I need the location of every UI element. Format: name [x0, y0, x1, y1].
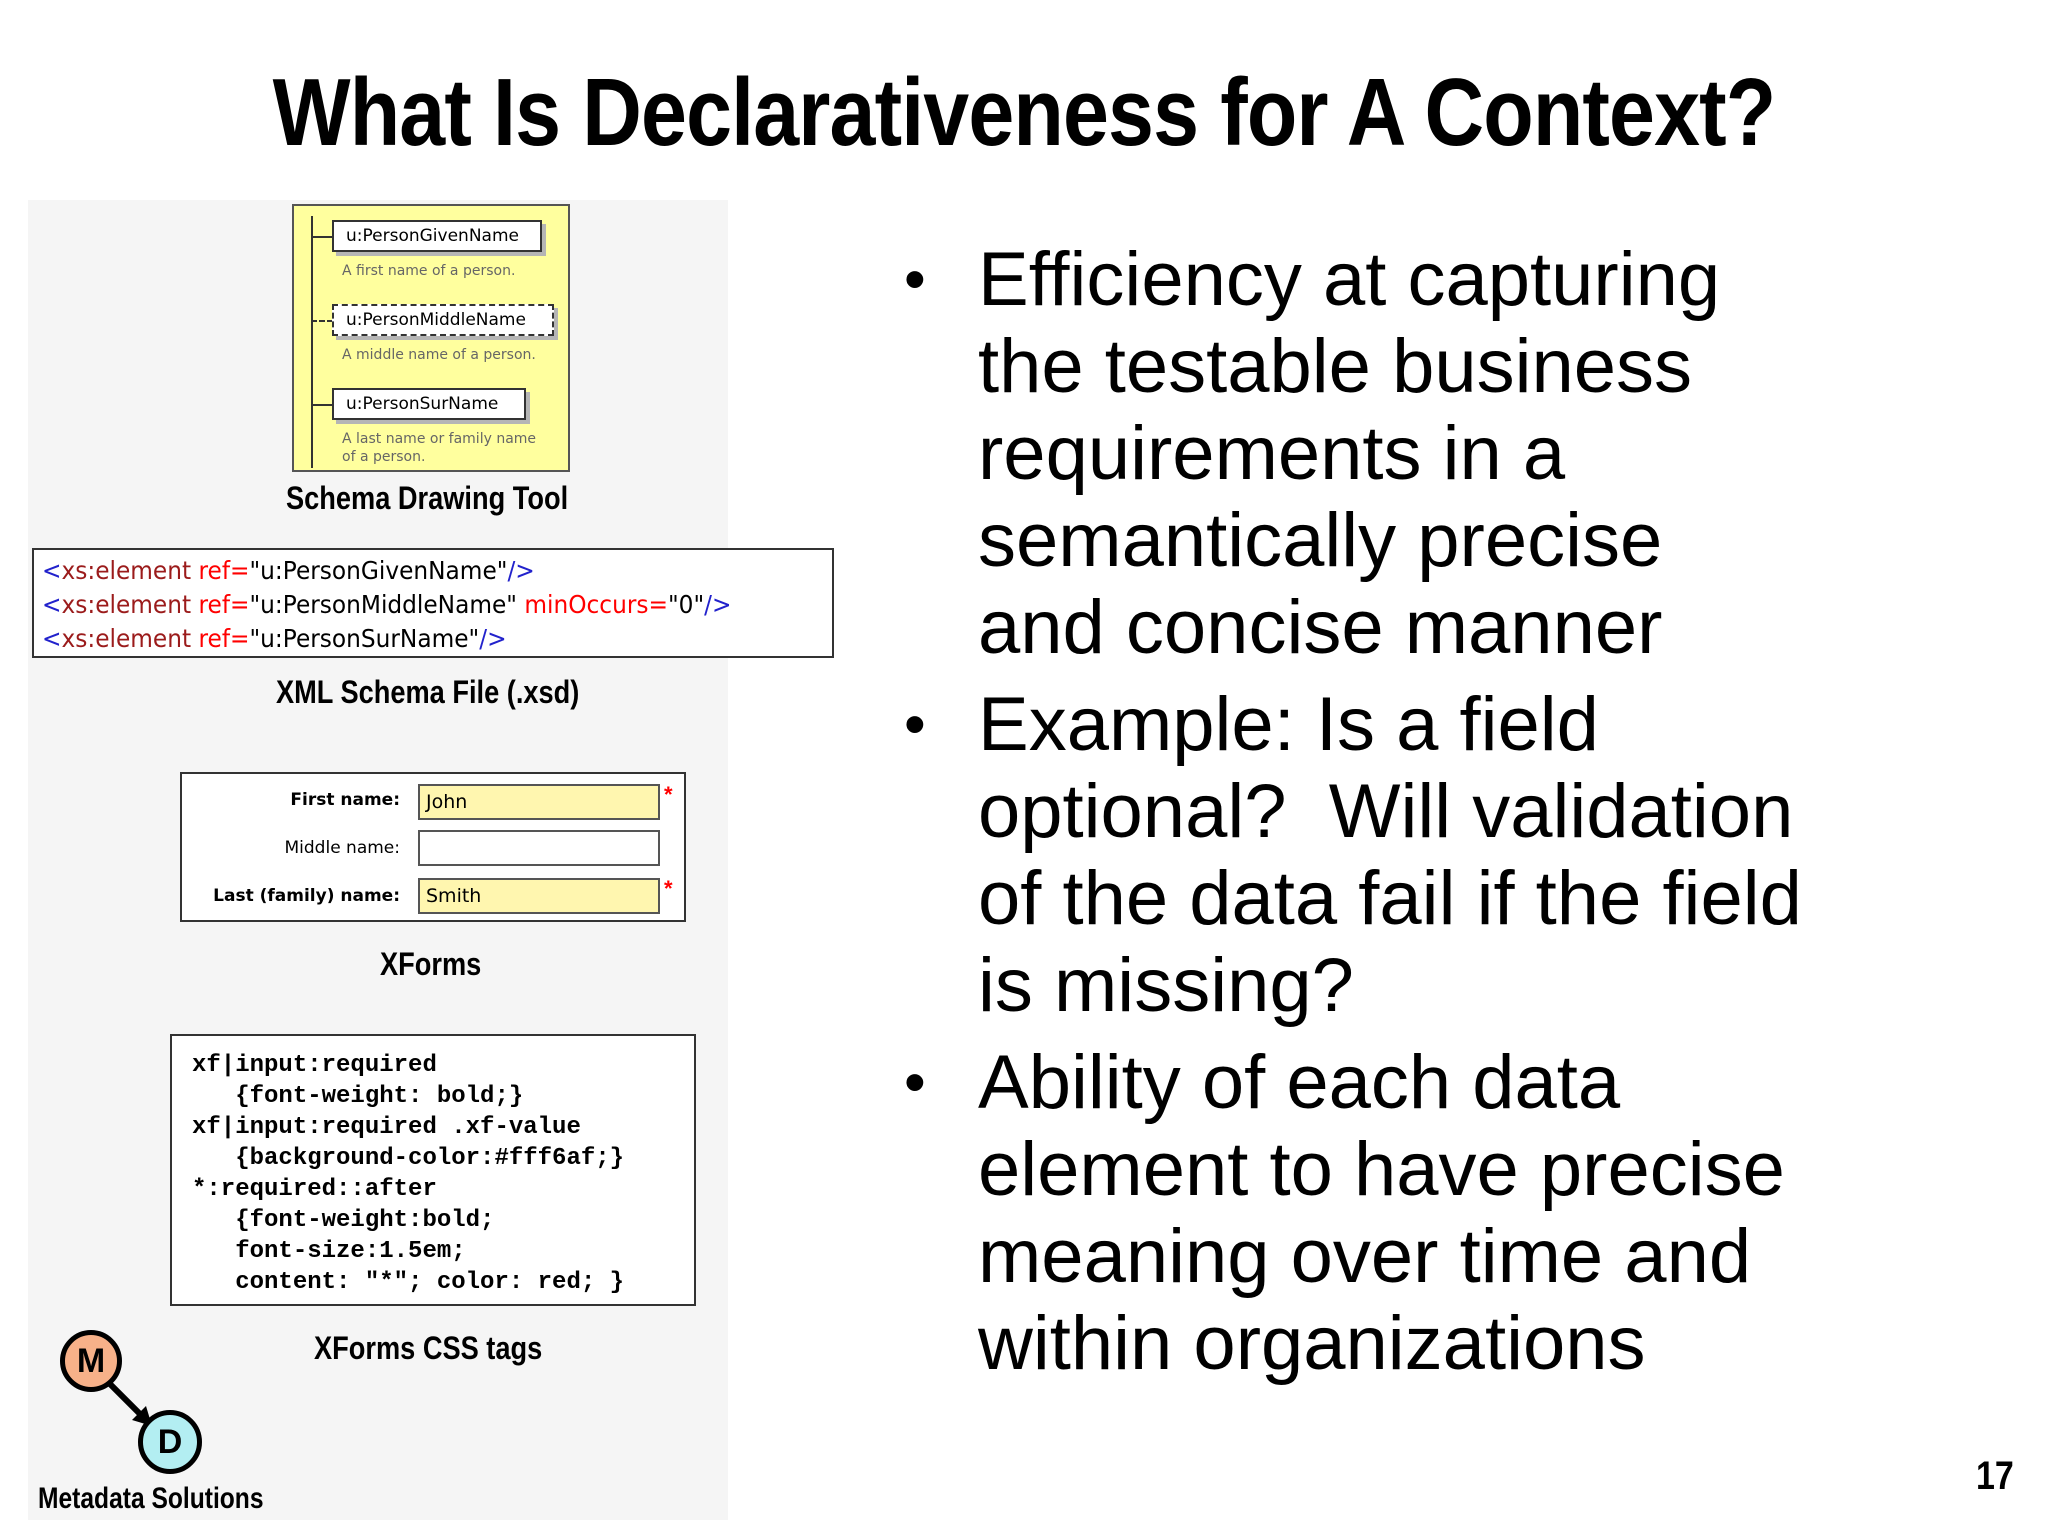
company-name: Metadata Solutions — [38, 1482, 264, 1515]
bullet-line: meaning over time and — [978, 1214, 1752, 1299]
page-number: 17 — [1976, 1454, 2014, 1498]
bullet-line: of the data fail if the field — [978, 856, 1802, 941]
schema-element-surname: u:PersonSurName — [332, 388, 526, 420]
bullet-line: optional? Will validation — [978, 769, 1794, 854]
schema-element-given-name: u:PersonGivenName — [332, 220, 542, 252]
xml-line: <xs:element ref="u:PersonGivenName"/> — [42, 556, 535, 585]
schema-element-desc-continued: of a person. — [342, 449, 426, 465]
bullet-line: and concise manner — [978, 585, 1663, 670]
css-line: content: "*"; color: red; } — [192, 1269, 625, 1296]
bullet-line: Ability of each data — [978, 1040, 1621, 1125]
bullet-symbol: • — [904, 1048, 926, 1117]
logo-d-icon: D — [138, 1410, 202, 1474]
css-line: font-size:1.5em; — [192, 1238, 466, 1265]
last-name-label: Last (family) name: — [213, 886, 400, 906]
xforms-caption: XForms — [380, 946, 482, 982]
schema-element-desc: A first name of a person. — [342, 263, 516, 279]
xml-line: <xs:element ref="u:PersonSurName"/> — [42, 624, 507, 653]
bullet-line: is missing? — [978, 943, 1354, 1028]
first-name-label: First name: — [290, 790, 400, 810]
schema-element-desc: A last name or family name — [342, 431, 537, 447]
required-marker: * — [664, 782, 673, 807]
bullet-symbol: • — [904, 690, 926, 759]
bullet-symbol: • — [904, 245, 926, 314]
css-line: {font-weight: bold;} — [192, 1083, 524, 1110]
logo-m-icon: M — [60, 1330, 122, 1392]
schema-element-desc: A middle name of a person. — [342, 347, 536, 363]
first-name-input[interactable]: John — [418, 784, 660, 820]
schema-element-middle-name: u:PersonMiddleName — [332, 304, 554, 336]
bullet-line: element to have precise — [978, 1127, 1785, 1212]
schema-tool-caption: Schema Drawing Tool — [286, 480, 569, 516]
bullet-line: Example: Is a field — [978, 682, 1599, 767]
xml-line: <xs:element ref="u:PersonMiddleName" minOccurs="0"/> — [42, 590, 732, 619]
css-tags-caption: XForms CSS tags — [314, 1330, 543, 1366]
bullet-line: Efficiency at capturing — [978, 237, 1721, 322]
xml-schema-caption: XML Schema File (.xsd) — [276, 674, 580, 710]
middle-name-label: Middle name: — [284, 838, 400, 858]
css-line: xf|input:required .xf-value — [192, 1114, 581, 1141]
bullet-line: within organizations — [978, 1301, 1646, 1386]
required-marker: * — [664, 876, 673, 901]
last-name-input[interactable]: Smith — [418, 878, 660, 914]
bullet-line: requirements in a — [978, 411, 1566, 496]
bullet-line: semantically precise — [978, 498, 1663, 583]
slide-title: What Is Declarativeness for A Context? — [272, 59, 1776, 166]
bullet-line: the testable business — [978, 324, 1693, 409]
css-line: {background-color:#fff6af;} — [192, 1145, 625, 1172]
css-line: xf|input:required — [192, 1052, 437, 1079]
css-line: *:required::after — [192, 1176, 437, 1203]
css-line: {font-weight:bold; — [192, 1207, 495, 1234]
